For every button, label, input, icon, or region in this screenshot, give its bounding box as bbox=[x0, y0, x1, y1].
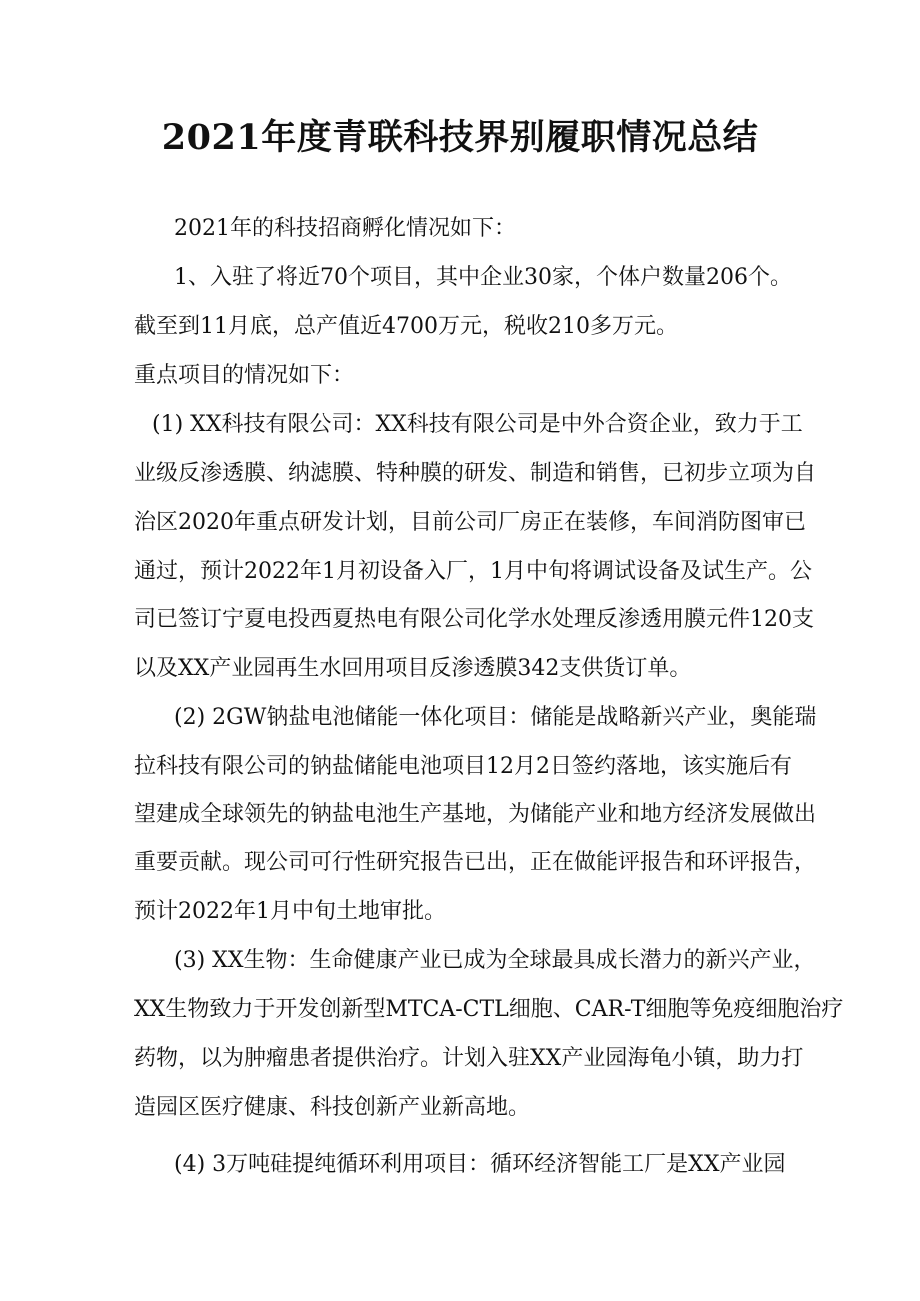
project-1-line-2: 业级反渗透膜、纳滤膜、特种膜的研发、制造和销售，已初步立项为自 bbox=[134, 461, 817, 486]
project-2-line-3: 望建成全球领先的钠盐电池生产基地，为储能产业和地方经济发展做出 bbox=[134, 802, 817, 827]
project-1-line-4: 通过，预计2022年1月初设备入厂，1月中旬将调试设备及试生产。公 bbox=[134, 559, 812, 584]
project-2-line-4: 重要贡献。现公司可行性研究报告已出，正在做能评报告和环评报告， bbox=[134, 850, 817, 875]
paragraph-intro: 2021年的科技招商孵化情况如下： bbox=[174, 216, 516, 241]
project-3-line-3: 药物，以为肿瘤患者提供治疗。计划入驻XX产业园海龟小镇，助力打 bbox=[134, 1046, 804, 1071]
project-4-line-1: (4) 3万吨硅提纯循环利用项目：循环经济智能工厂是XX产业园 bbox=[174, 1152, 786, 1177]
project-2-line-5: 预计2022年1月中旬土地审批。 bbox=[134, 899, 446, 924]
project-1-line-6: 以及XX产业园再生水回用项目反渗透膜342支供货订单。 bbox=[134, 656, 692, 681]
project-1-line-3: 治区2020年重点研发计划，目前公司厂房正在装修，车间消防图审已 bbox=[134, 510, 806, 535]
project-3-line-2: XX生物致力于开发创新型MTCA-CTL细胞、CAR-T细胞等免疫细胞治疗 bbox=[134, 997, 844, 1022]
project-1-line-5: 司已签订宁夏电投西夏热电有限公司化学水处理反渗透用膜元件120支 bbox=[134, 607, 814, 632]
project-2-line-1: (2) 2GW钠盐电池储能一体化项目：储能是战略新兴产业，奥能瑞 bbox=[174, 705, 817, 730]
project-1-line-1: (1) XX科技有限公司：XX科技有限公司是中外合资企业，致力于工 bbox=[152, 412, 803, 437]
document-title: 2021年度青联科技界别履职情况总结 bbox=[161, 117, 759, 158]
paragraph-1-line-2: 截至到11月底，总产值近4700万元，税收210多万元。 bbox=[134, 314, 678, 339]
key-projects-heading: 重点项目的情况如下： bbox=[134, 363, 355, 388]
project-3-line-4: 造园区医疗健康、科技创新产业新高地。 bbox=[134, 1095, 531, 1120]
project-3-line-1: (3) XX生物：生命健康产业已成为全球最具成长潜力的新兴产业， bbox=[174, 948, 816, 973]
paragraph-1-line-1: 1、入驻了将近70个项目，其中企业30家，个体户数量206个。 bbox=[174, 265, 792, 290]
project-2-line-2: 拉科技有限公司的钠盐储能电池项目12月2日签约落地，该实施后有 bbox=[134, 754, 792, 779]
